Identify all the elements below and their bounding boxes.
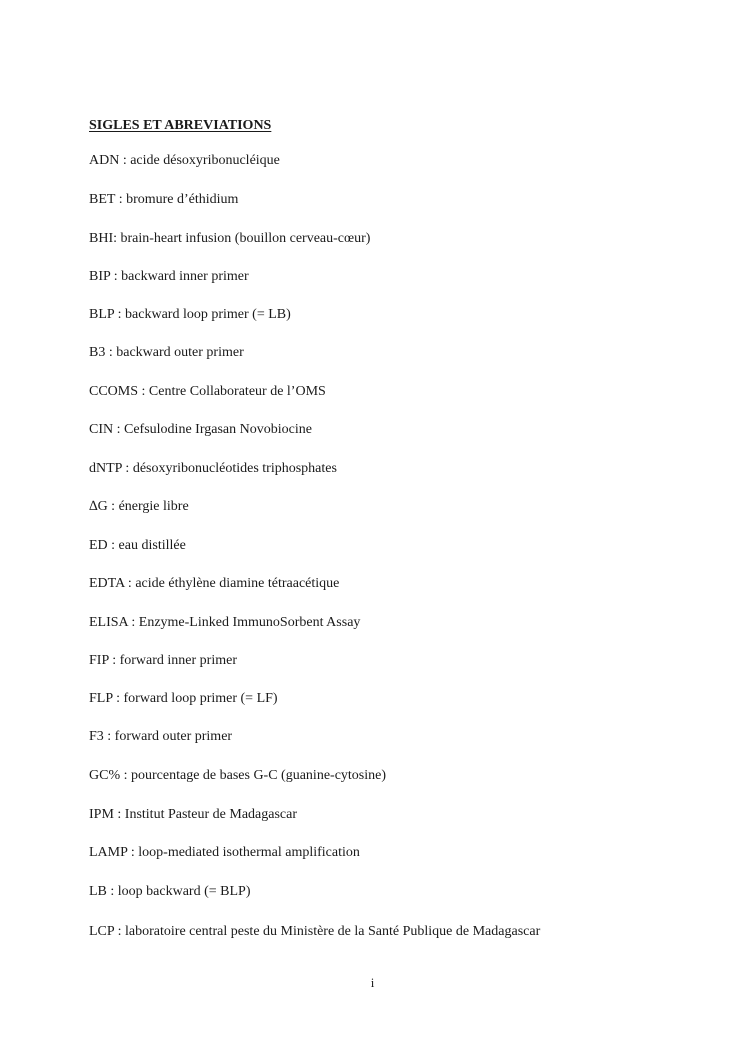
page-number: i xyxy=(370,975,375,990)
list-item: ELISA : Enzyme-Linked ImmunoSorbent Assay xyxy=(89,615,361,630)
list-item: F3 : forward outer primer xyxy=(89,729,233,744)
list-item: FIP : forward inner primer xyxy=(89,653,237,668)
list-item: LCP : laboratoire central peste du Ministère de la Santé Publique de Madagascar xyxy=(89,924,541,939)
list-item: BIP : backward inner primer xyxy=(89,269,249,284)
list-item: dNTP : désoxyribonucléotides triphosphates xyxy=(89,461,337,476)
list-item: ∆G : énergie libre xyxy=(89,499,189,514)
list-item: BLP : backward loop primer (= LB) xyxy=(89,307,291,322)
list-item: ED : eau distillée xyxy=(89,538,186,553)
list-item: BET : bromure d’éthidium xyxy=(89,192,239,207)
list-item: GC% : pourcentage de bases G-C (guanine-cytosine) xyxy=(89,768,387,783)
list-item: IPM : Institut Pasteur de Madagascar xyxy=(89,807,298,822)
list-item: EDTA : acide éthylène diamine tétraacétique xyxy=(89,576,340,591)
list-item: CCOMS : Centre Collaborateur de l’OMS xyxy=(89,384,326,399)
list-item: ADN : acide désoxyribonucléique xyxy=(89,153,280,168)
list-item: BHI: brain-heart infusion (bouillon cerveau-cœur) xyxy=(89,231,371,246)
list-item: CIN : Cefsulodine Irgasan Novobiocine xyxy=(89,422,312,437)
list-item: B3 : backward outer primer xyxy=(89,345,244,360)
page-title: SIGLES ET ABREVIATIONS xyxy=(89,118,272,133)
list-item: LAMP : loop-mediated isothermal amplification xyxy=(89,845,360,860)
list-item: LB : loop backward (= BLP) xyxy=(89,884,251,899)
list-item: FLP : forward loop primer (= LF) xyxy=(89,691,278,706)
